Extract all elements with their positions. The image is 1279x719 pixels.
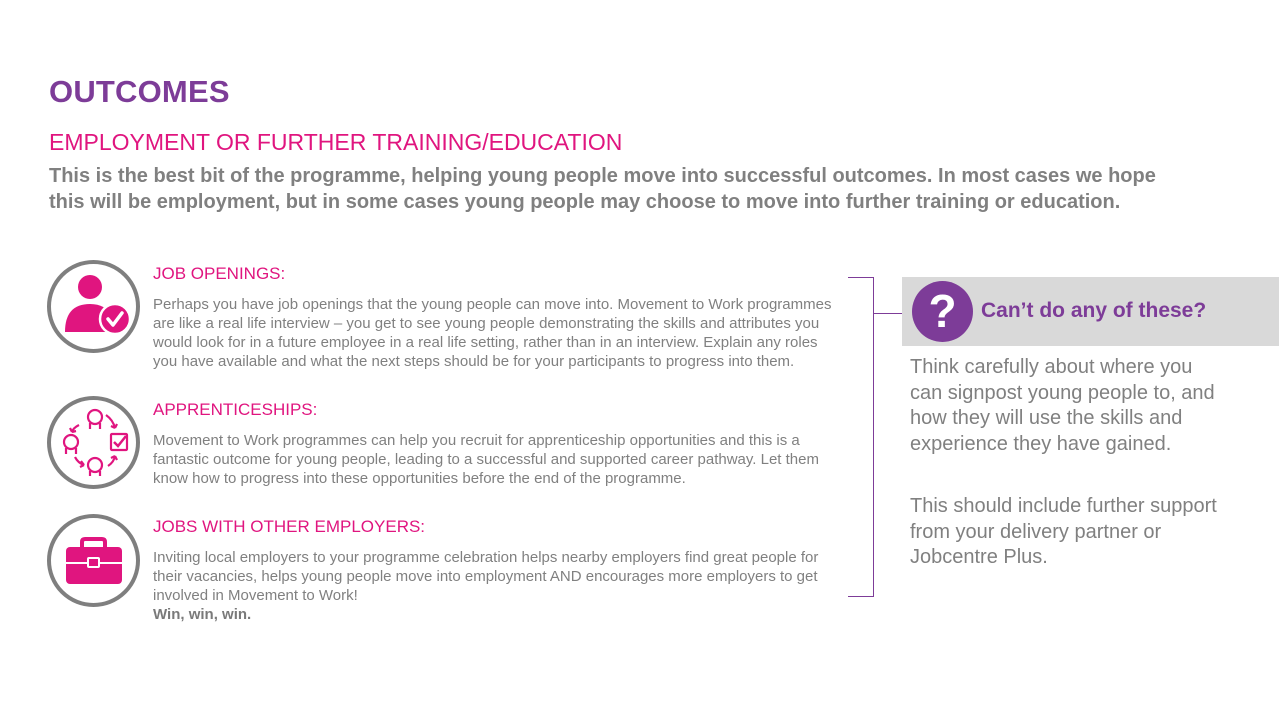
- bracket-divider: [848, 277, 874, 597]
- job-openings-heading: JOB OPENINGS:: [153, 264, 286, 283]
- other-employers-heading: JOBS WITH OTHER EMPLOYERS:: [153, 517, 426, 536]
- other-employers-emphasis: Win, win, win.: [153, 606, 252, 623]
- callout-paragraph-2: This should include further support from your delivery partner or Jobcentre Plus.: [910, 495, 1217, 568]
- callout-title: Can’t do any of these?: [981, 299, 1207, 322]
- people-cycle-icon: [47, 396, 140, 489]
- apprenticeships-text: Movement to Work programmes can help you recruit for apprenticeship opportunities and this is a fantastic outcome for young people, leading to a successful and supported career pathway. Let them know how to progress into these opportunities before the end of the programme.: [153, 432, 819, 487]
- question-icon: ?: [912, 281, 973, 342]
- other-employers-text: [153, 548, 833, 624]
- apprenticeships-heading: APPRENTICESHIPS:: [153, 400, 318, 419]
- job-openings-text: Perhaps you have job openings that the young people can move into. Movement to Work programmes are like a real life interview – you get to see young people demonstrating the skills and attributes you would look for in a future employee in a real life setting, rather than in an interview. Explain any roles you have available and what the next steps should be for your participants to progress into them.: [153, 296, 832, 370]
- callout-paragraph-1: Think carefully about where you can signpost young people to, and how they will use the skills and experience they have gained.: [910, 356, 1215, 455]
- other-employers-body: Inviting local employers to your programme celebration helps nearby employers find great people for their vacancies, helps young people move into employment AND encourages more employers to get involved in Movement to Work!: [153, 549, 819, 604]
- callout-banner: [902, 277, 1279, 346]
- intro-text: This is the best bit of the programme, helping young people move into successful outcomes. In most cases we hope this will be employment, but in some cases young people may choose to move into further training or education.: [49, 165, 1156, 213]
- page-subtitle: EMPLOYMENT OR FURTHER TRAINING/EDUCATION: [49, 129, 623, 155]
- briefcase-icon: [47, 514, 140, 607]
- page-title: OUTCOMES: [49, 74, 230, 109]
- person-check-icon: [47, 260, 140, 353]
- bracket-connector: [874, 313, 903, 314]
